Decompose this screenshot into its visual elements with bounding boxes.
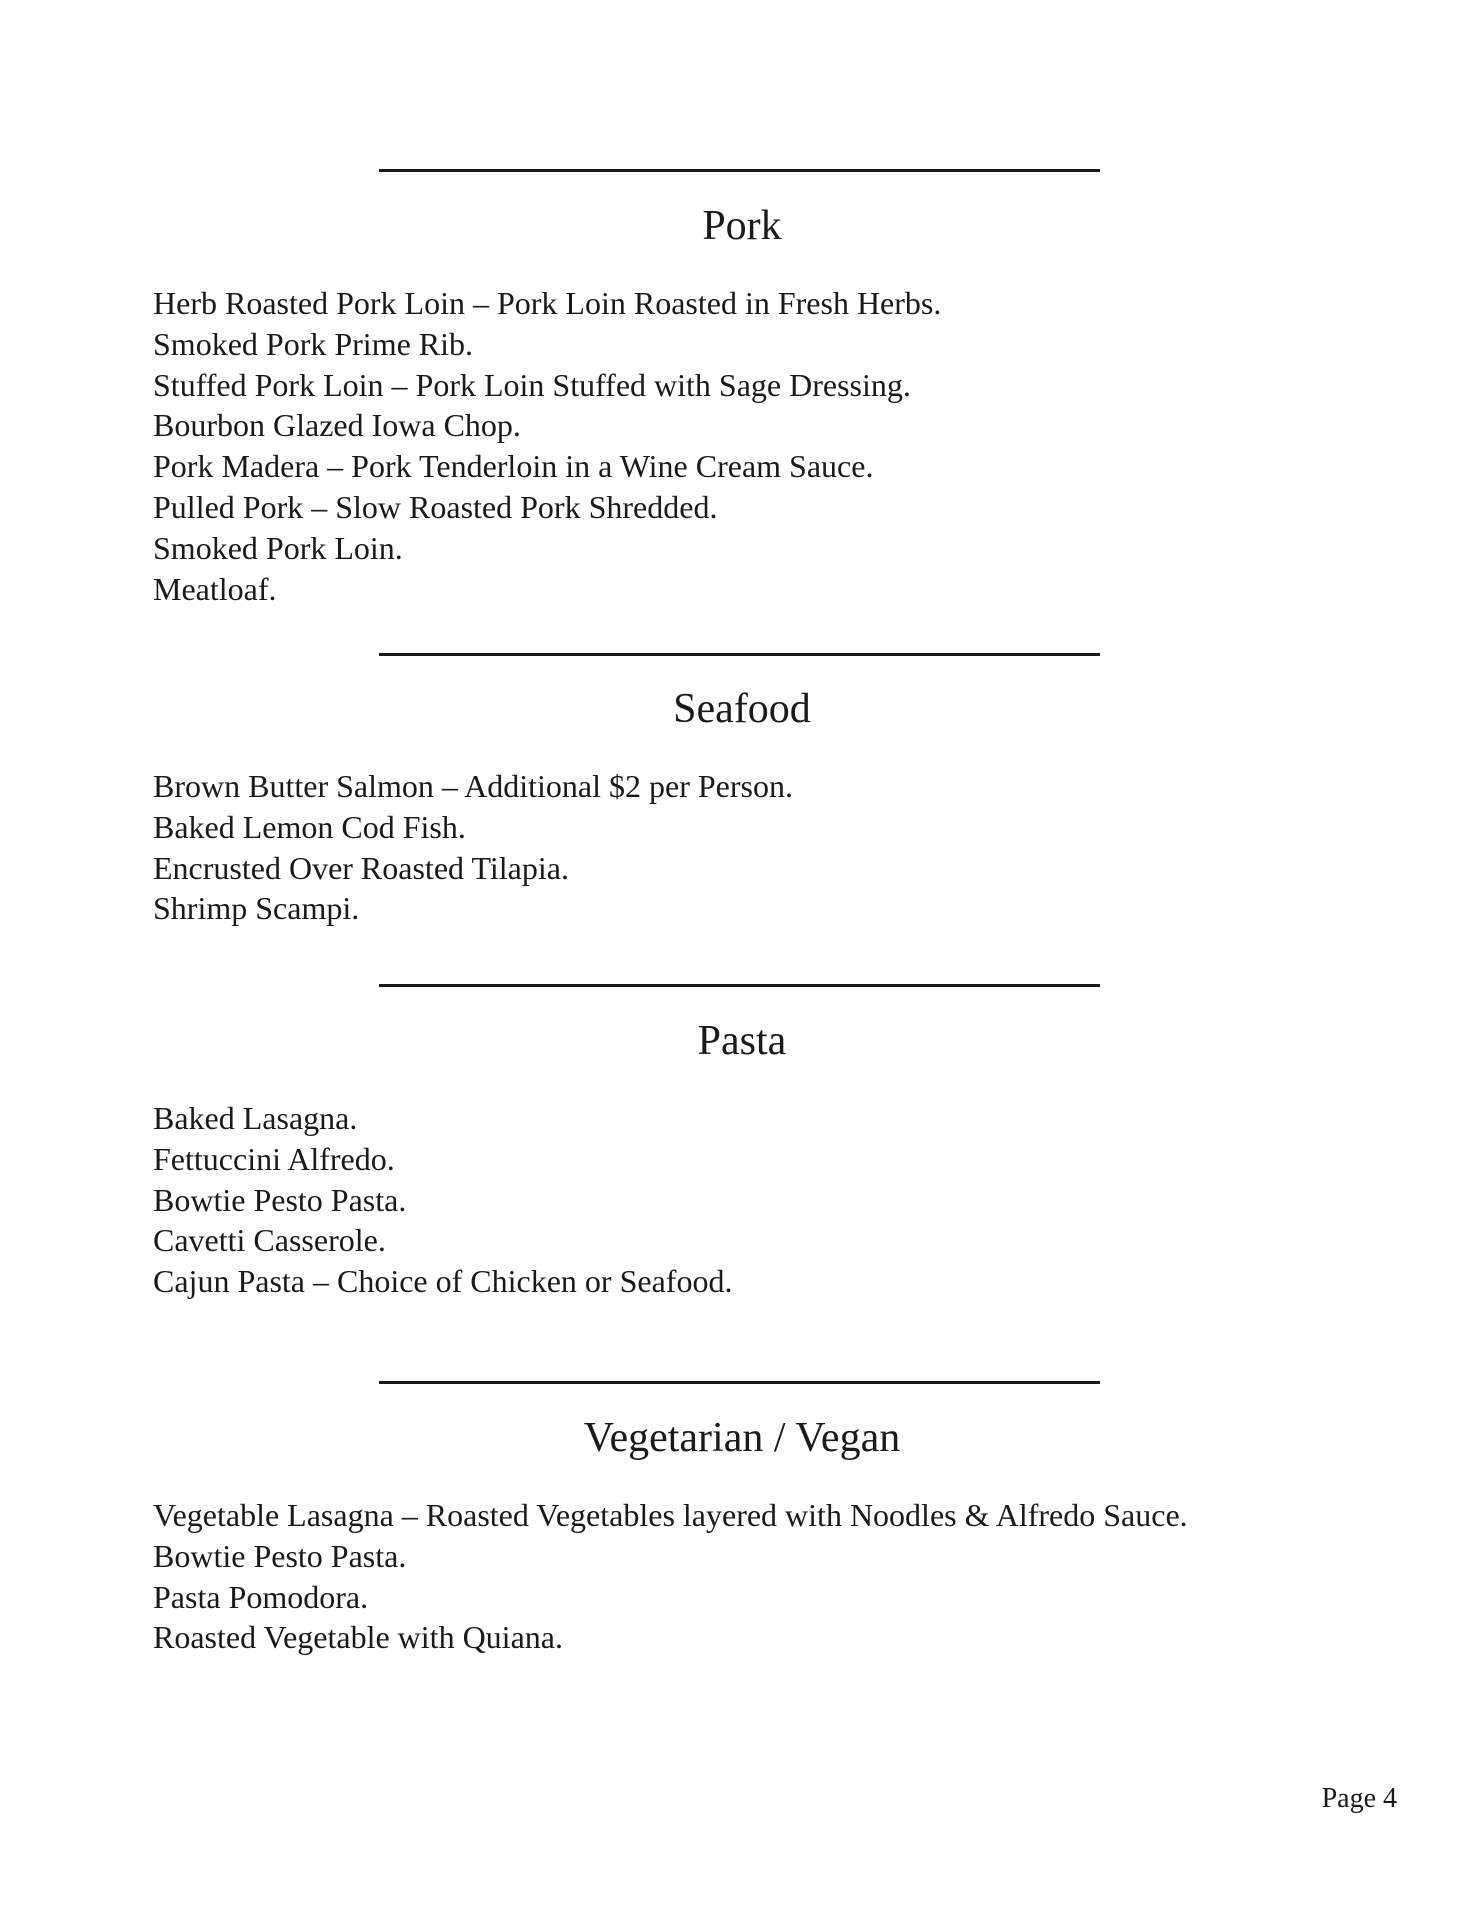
menu-item: Cajun Pasta – Choice of Chicken or Seafood. <box>153 1263 733 1300</box>
menu-item: Brown Butter Salmon – Additional $2 per Person. <box>153 768 793 804</box>
menu-list-pork <box>153 283 941 609</box>
menu-item: Pork Madera – Pork Tenderloin in a Wine Cream Sauce. <box>153 448 874 485</box>
section-divider-seafood <box>379 653 1100 656</box>
menu-item: Smoked Pork Loin. <box>153 529 403 566</box>
menu-item: Bowtie Pesto Pasta. <box>153 1537 407 1574</box>
section-divider-vegetarian <box>379 1381 1100 1384</box>
section-title-pork: Pork <box>702 203 782 249</box>
menu-list-seafood <box>153 766 793 929</box>
menu-item: Vegetable Lasagna – Roasted Vegetables layered with Noodles & Alfredo Sauce. <box>153 1497 1188 1533</box>
menu-list-pasta <box>153 1098 732 1302</box>
section-divider-pork <box>379 169 1100 172</box>
menu-item: Bourbon Glazed Iowa Chop. <box>153 407 521 444</box>
menu-list-vegetarian <box>153 1495 1188 1658</box>
menu-item: Stuffed Pork Loin – Pork Loin Stuffed with Sage Dressing. <box>153 366 911 403</box>
menu-item: Herb Roasted Pork Loin – Pork Loin Roasted in Fresh Herbs. <box>153 285 942 321</box>
menu-item: Pasta Pomodora. <box>153 1578 369 1615</box>
section-title-vegetarian: Vegetarian / Vegan <box>583 1415 901 1461</box>
page-number: Page 4 <box>1321 1783 1397 1814</box>
menu-item: Fettuccini Alfredo. <box>153 1140 395 1177</box>
menu-item: Smoked Pork Prime Rib. <box>153 325 474 362</box>
menu-item: Baked Lasagna. <box>153 1100 358 1136</box>
menu-item: Bowtie Pesto Pasta. <box>153 1181 407 1218</box>
menu-item: Pulled Pork – Slow Roasted Pork Shredded. <box>153 488 718 525</box>
menu-item: Meatloaf. <box>153 570 277 607</box>
section-title-pasta: Pasta <box>697 1018 787 1064</box>
menu-item: Encrusted Over Roasted Tilapia. <box>153 849 569 886</box>
menu-item: Roasted Vegetable with Quiana. <box>153 1619 563 1656</box>
menu-item: Shrimp Scampi. <box>153 890 360 927</box>
menu-item: Baked Lemon Cod Fish. <box>153 808 466 845</box>
section-title-seafood: Seafood <box>673 686 811 732</box>
menu-item: Cavetti Casserole. <box>153 1222 386 1259</box>
section-divider-pasta <box>379 984 1100 987</box>
